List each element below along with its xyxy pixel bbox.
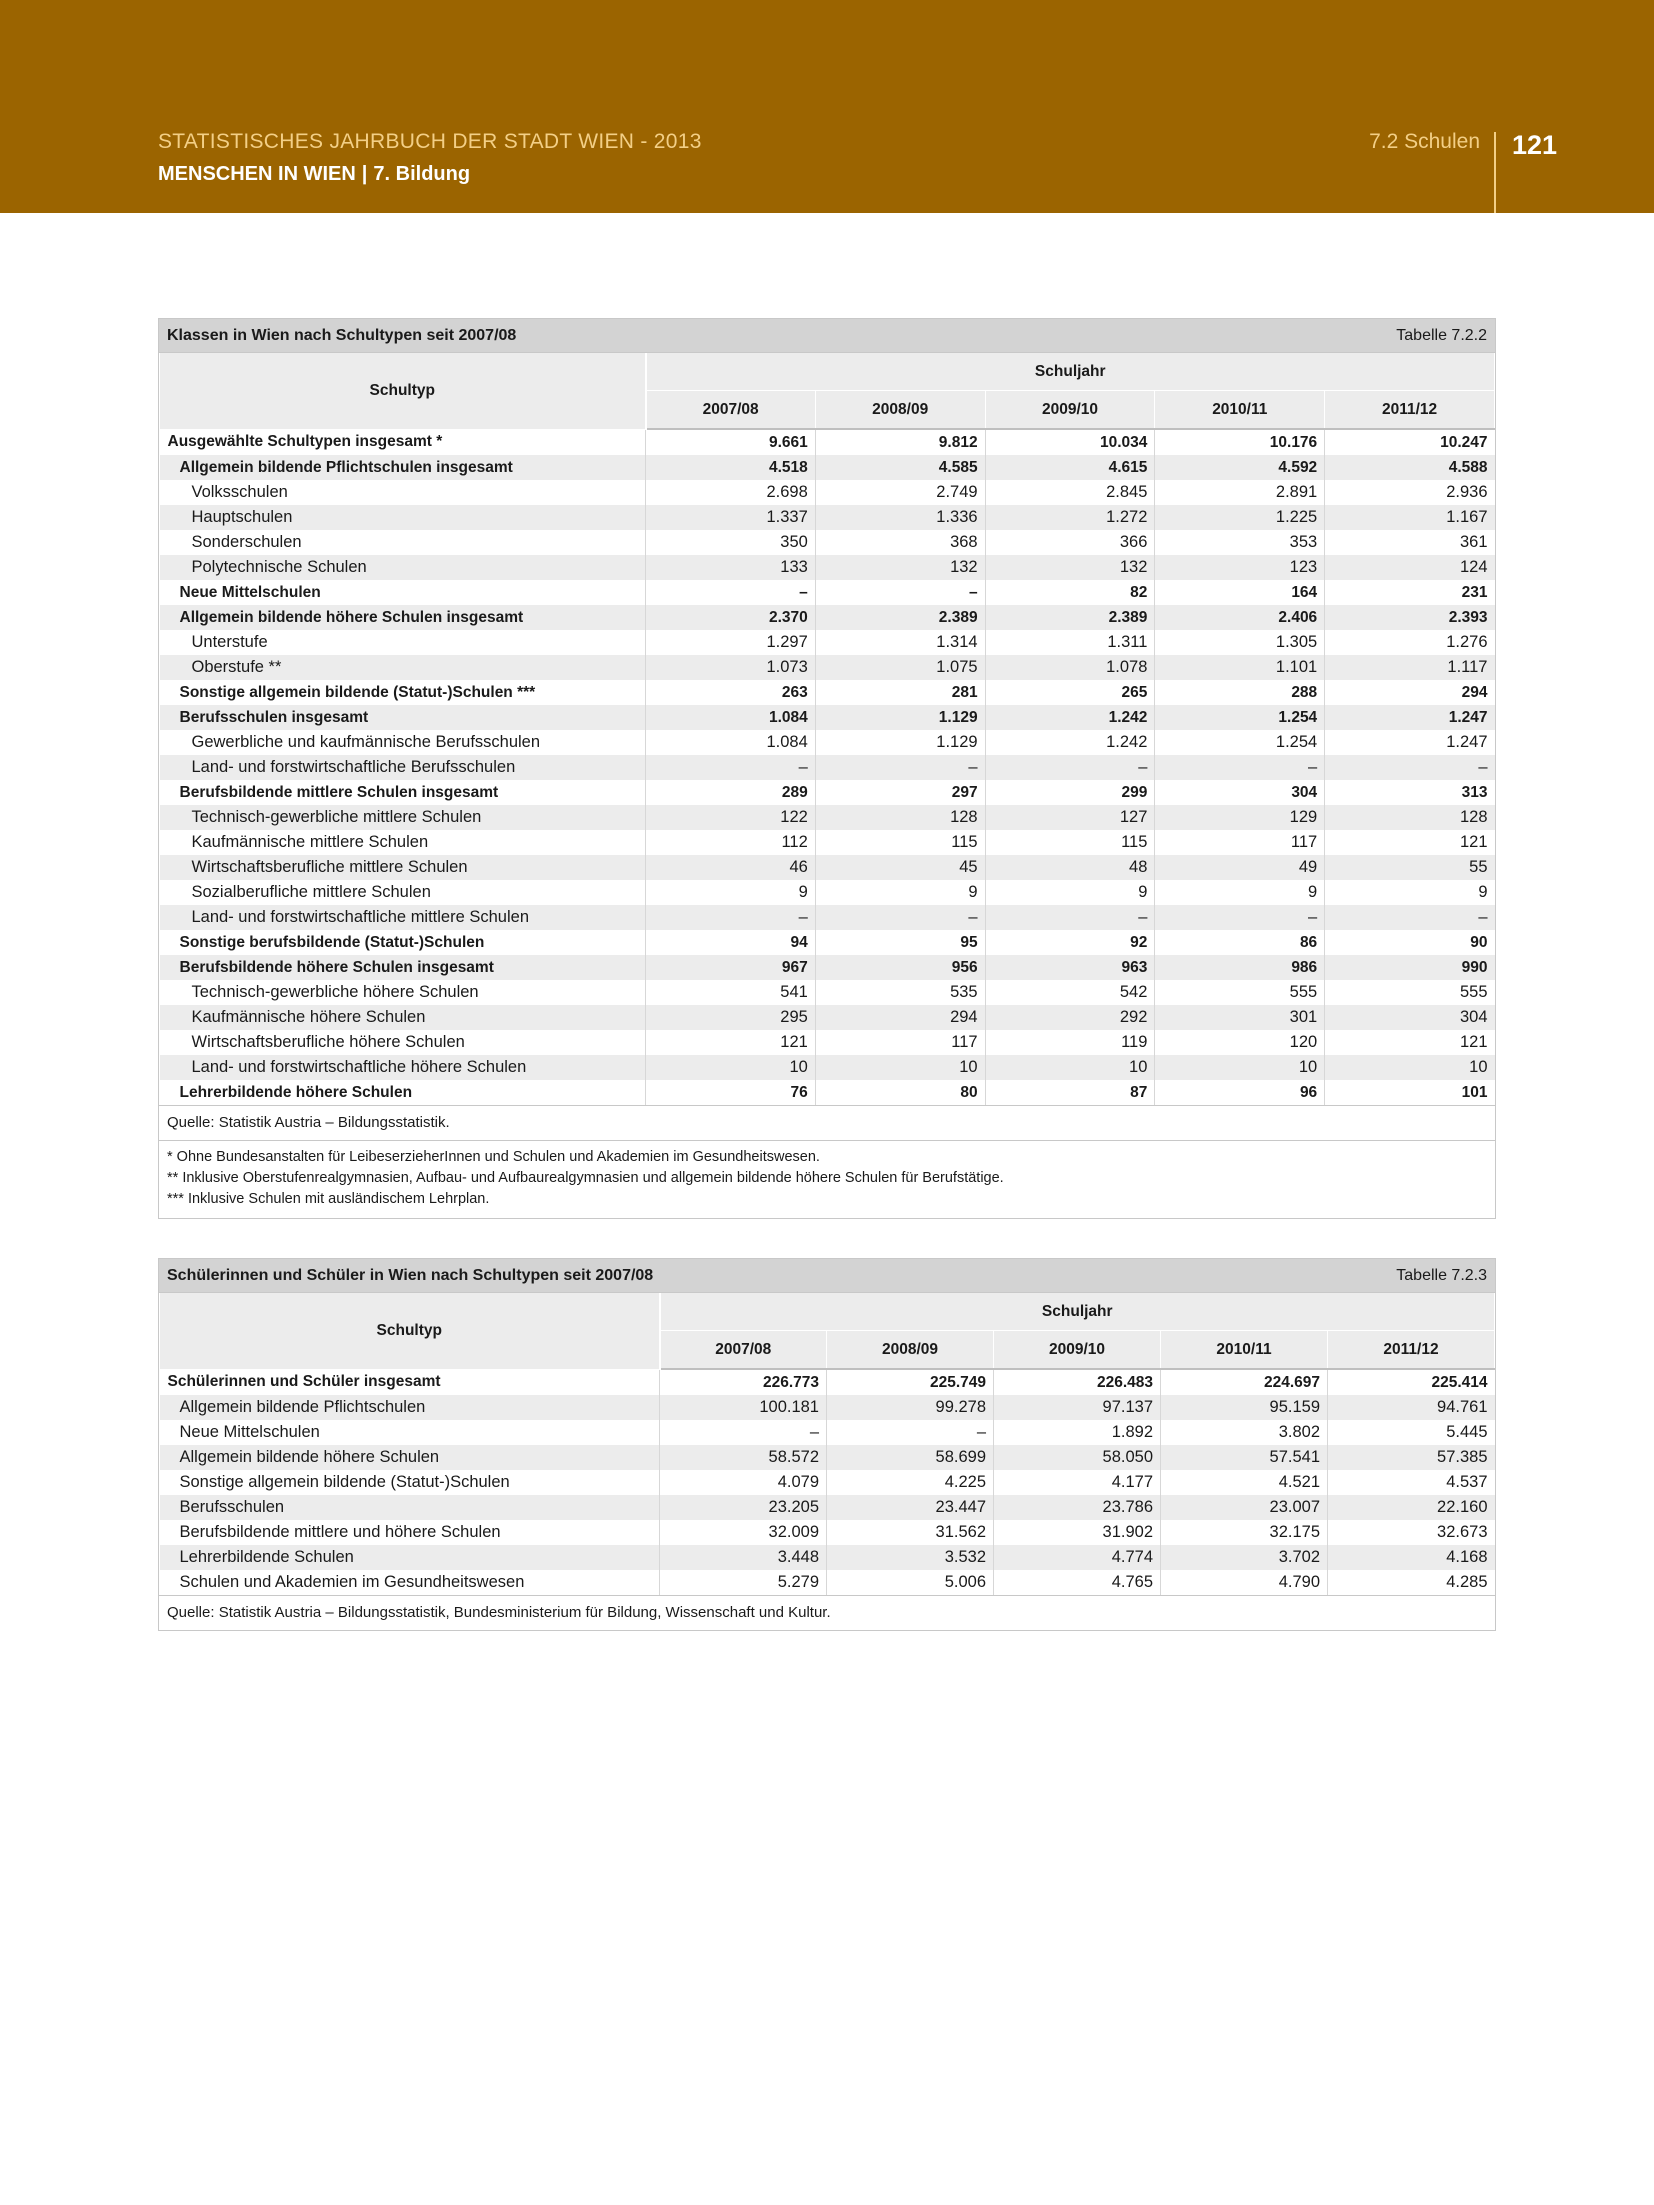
cell-value: 5.445 <box>1446 1423 1488 1441</box>
row-label: Technisch-gewerbliche mittlere Schulen <box>160 805 646 830</box>
cell-value: 294 <box>1461 683 1488 701</box>
cell-value: 58.572 <box>660 1445 827 1470</box>
table-row <box>160 680 1495 705</box>
column-header-year: 2009/10 <box>994 1331 1161 1370</box>
table-row <box>160 455 1495 480</box>
cell-value: 2.845 <box>985 480 1155 505</box>
cell-value: 1.336 <box>815 505 985 530</box>
row-label: Wirtschaftsberufliche höhere Schulen <box>160 1030 646 1055</box>
cell-value: 1.247 <box>1446 733 1488 751</box>
table-row <box>160 780 1495 805</box>
cell-value: 87 <box>985 1080 1155 1105</box>
cell-value: 226.773 <box>660 1369 827 1395</box>
cell-value: 31.562 <box>827 1520 994 1545</box>
cell-value: 986 <box>1155 955 1325 980</box>
cell-value: 95 <box>815 930 985 955</box>
cell-value: – <box>1325 905 1495 930</box>
cell-value: 76 <box>646 1080 816 1105</box>
cell-value: 1.073 <box>646 655 816 680</box>
cell-value: 23.007 <box>1161 1495 1328 1520</box>
row-label: Allgemein bildende höhere Schulen insgesamt <box>160 605 646 630</box>
table-row <box>160 855 1495 880</box>
cell-value: 2.393 <box>1325 605 1495 630</box>
cell-value: 2.749 <box>815 480 985 505</box>
cell-value: 23.447 <box>827 1495 994 1520</box>
footnote: *** Inklusive Schulen mit ausländischem Lehrplan. <box>167 1191 490 1207</box>
cell-value: 1.311 <box>985 630 1155 655</box>
cell-value: – <box>827 1420 994 1445</box>
cell-value: 1.276 <box>1446 633 1488 651</box>
cell-value: 57.385 <box>1328 1445 1495 1470</box>
table-row <box>160 505 1495 530</box>
cell-value: 225.749 <box>827 1369 994 1395</box>
column-header-year: 2010/11 <box>1155 391 1325 430</box>
table-title-bar <box>158 318 1496 353</box>
cell-value: 115 <box>815 830 985 855</box>
table-row <box>160 755 1495 780</box>
cell-value: 1.272 <box>985 505 1155 530</box>
table-row <box>160 730 1495 755</box>
cell-value: 9.661 <box>646 429 816 455</box>
column-header-year: 2011/12 <box>1325 391 1495 430</box>
cell-value: 1.247 <box>1325 705 1495 730</box>
column-group-schuljahr: Schuljahr <box>660 1293 1495 1331</box>
cell-value: 225.414 <box>1431 1373 1488 1391</box>
cell-value: 304 <box>1155 780 1325 805</box>
cell-value: 1.075 <box>815 655 985 680</box>
cell-value: 129 <box>1155 805 1325 830</box>
row-label: Schülerinnen und Schüler insgesamt <box>160 1369 660 1395</box>
cell-value: 1.337 <box>646 505 816 530</box>
table-row <box>160 1520 1495 1545</box>
cell-value: 10 <box>985 1055 1155 1080</box>
cell-value: 97.137 <box>994 1395 1161 1420</box>
cell-value: 1.117 <box>1325 655 1495 680</box>
cell-value: 120 <box>1155 1030 1325 1055</box>
row-label: Berufsbildende höhere Schulen insgesamt <box>160 955 646 980</box>
cell-value: 366 <box>985 530 1155 555</box>
cell-value: 265 <box>985 680 1155 705</box>
cell-value: 121 <box>1459 1033 1488 1051</box>
cell-value: 117 <box>1155 830 1325 855</box>
cell-value: 4.168 <box>1328 1545 1495 1570</box>
table-row <box>160 480 1495 505</box>
table-row <box>160 880 1495 905</box>
cell-value: 368 <box>815 530 985 555</box>
table-row <box>160 830 1495 855</box>
table-7-2-3 <box>158 1258 1496 1631</box>
cell-value: 555 <box>1155 980 1325 1005</box>
row-label: Berufsschulen insgesamt <box>160 705 646 730</box>
column-group-schuljahr: Schuljahr <box>646 353 1495 391</box>
table-body <box>160 1369 1495 1595</box>
table-row <box>160 805 1495 830</box>
row-label: Sonderschulen <box>160 530 646 555</box>
cell-value: 119 <box>985 1030 1155 1055</box>
table-7-2-2 <box>158 318 1496 1219</box>
cell-value: 94 <box>646 930 816 955</box>
row-label: Sonstige allgemein bildende (Statut-)Schulen *** <box>160 680 646 705</box>
cell-value: 122 <box>646 805 816 830</box>
cell-value: 1.225 <box>1155 505 1325 530</box>
cell-value: 31.902 <box>994 1520 1161 1545</box>
cell-value: 967 <box>646 955 816 980</box>
table-title: Klassen in Wien nach Schultypen seit 2007/08 <box>167 326 517 344</box>
cell-value: 3.448 <box>660 1545 827 1570</box>
cell-value: 94.761 <box>1328 1395 1495 1420</box>
row-label: Neue Mittelschulen <box>160 1420 660 1445</box>
data-table <box>159 353 1495 1105</box>
chapter-breadcrumb <box>158 163 470 186</box>
cell-value: 3.532 <box>827 1545 994 1570</box>
cell-value: 4.521 <box>1161 1470 1328 1495</box>
cell-value: 963 <box>985 955 1155 980</box>
cell-value: 10 <box>1325 1055 1495 1080</box>
cell-value: 2.936 <box>1446 483 1488 501</box>
row-label: Polytechnische Schulen <box>160 555 646 580</box>
cell-value: 23.205 <box>660 1495 827 1520</box>
cell-value: 10 <box>815 1055 985 1080</box>
section-title: 7.2 Schulen <box>1369 130 1480 153</box>
cell-value: 990 <box>1325 955 1495 980</box>
cell-value: 353 <box>1155 530 1325 555</box>
cell-value: 101 <box>1461 1083 1488 1101</box>
row-label: Kaufmännische mittlere Schulen <box>160 830 646 855</box>
cell-value: 297 <box>815 780 985 805</box>
cell-value: 4.592 <box>1155 455 1325 480</box>
row-label: Technisch-gewerbliche höhere Schulen <box>160 980 646 1005</box>
row-label: Neue Mittelschulen <box>160 580 646 605</box>
cell-value: – <box>646 755 816 780</box>
row-label: Volksschulen <box>160 480 646 505</box>
cell-value: 86 <box>1155 930 1325 955</box>
data-table <box>159 1293 1495 1595</box>
column-header-schultyp: Schultyp <box>160 1293 660 1369</box>
cell-value: 263 <box>646 680 816 705</box>
row-label: Allgemein bildende Pflichtschulen <box>160 1395 660 1420</box>
cell-value: 1.078 <box>985 655 1155 680</box>
breadcrumb-separator: | <box>361 163 368 185</box>
cell-value: 555 <box>1459 983 1488 1001</box>
table-row <box>160 955 1495 980</box>
cell-value: 295 <box>646 1005 816 1030</box>
cell-value: 133 <box>646 555 816 580</box>
cell-value: 1.892 <box>994 1420 1161 1445</box>
cell-value: 9.812 <box>815 429 985 455</box>
row-label: Oberstufe ** <box>160 655 646 680</box>
cell-value: 10.034 <box>985 429 1155 455</box>
row-label: Land- und forstwirtschaftliche Berufsschulen <box>160 755 646 780</box>
publication-title: STATISTISCHES JAHRBUCH DER STADT WIEN - 2013 <box>158 130 702 153</box>
cell-value: – <box>985 755 1155 780</box>
table-id: Tabelle 7.2.3 <box>1396 1266 1487 1284</box>
table-row <box>160 630 1495 655</box>
row-label: Allgemein bildende höhere Schulen <box>160 1445 660 1470</box>
cell-value: 1.101 <box>1155 655 1325 680</box>
cell-value: 1.297 <box>646 630 816 655</box>
cell-value: 5.006 <box>827 1570 994 1595</box>
row-label: Berufsbildende mittlere Schulen insgesamt <box>160 780 646 805</box>
row-label: Gewerbliche und kaufmännische Berufsschulen <box>160 730 646 755</box>
column-header-year: 2010/11 <box>1161 1331 1328 1370</box>
cell-value: – <box>646 580 816 605</box>
table-row <box>160 1545 1495 1570</box>
table-frame <box>158 1293 1496 1595</box>
cell-value: 92 <box>985 930 1155 955</box>
cell-value: 80 <box>815 1080 985 1105</box>
table-footnotes <box>158 1141 1496 1219</box>
table-row <box>160 580 1495 605</box>
cell-value: 22.160 <box>1328 1495 1495 1520</box>
cell-value: 3.802 <box>1161 1420 1328 1445</box>
cell-value: 10 <box>646 1055 816 1080</box>
cell-value: – <box>1325 755 1495 780</box>
row-label: Lehrerbildende Schulen <box>160 1545 660 1570</box>
table-row <box>160 555 1495 580</box>
cell-value: 9 <box>1478 883 1488 901</box>
cell-value: 57.541 <box>1161 1445 1328 1470</box>
cell-value: 164 <box>1155 580 1325 605</box>
cell-value: 132 <box>985 555 1155 580</box>
row-label: Kaufmännische höhere Schulen <box>160 1005 646 1030</box>
cell-value: 99.278 <box>827 1395 994 1420</box>
cell-value: 9 <box>1155 880 1325 905</box>
subchapter-title: 7. Bildung <box>373 163 471 185</box>
table-row <box>160 705 1495 730</box>
row-label: Berufsbildende mittlere und höhere Schulen <box>160 1520 660 1545</box>
table-row <box>160 530 1495 555</box>
table-row <box>160 1570 1495 1595</box>
cell-value: 48 <box>985 855 1155 880</box>
cell-value: 4.765 <box>994 1570 1161 1595</box>
cell-value: 95.159 <box>1161 1395 1328 1420</box>
cell-value: 4.790 <box>1161 1570 1328 1595</box>
table-row <box>160 1495 1495 1520</box>
cell-value: 58.050 <box>994 1445 1161 1470</box>
table-row <box>160 1395 1495 1420</box>
cell-value: 4.518 <box>646 455 816 480</box>
cell-value: 1.129 <box>815 705 985 730</box>
cell-value: 10 <box>1155 1055 1325 1080</box>
cell-value: 1.254 <box>1155 730 1325 755</box>
cell-value: 313 <box>1461 783 1488 801</box>
cell-value: – <box>815 580 985 605</box>
row-label: Hauptschulen <box>160 505 646 530</box>
cell-value: 115 <box>985 830 1155 855</box>
column-header-year: 2011/12 <box>1328 1331 1495 1370</box>
row-label: Sonstige berufsbildende (Statut-)Schulen <box>160 930 646 955</box>
table-row <box>160 930 1495 955</box>
cell-value: 224.697 <box>1161 1369 1328 1395</box>
column-header-year: 2007/08 <box>660 1331 827 1370</box>
cell-value: 96 <box>1155 1080 1325 1105</box>
cell-value: 4.588 <box>1325 455 1495 480</box>
row-label: Wirtschaftsberufliche mittlere Schulen <box>160 855 646 880</box>
column-header-year: 2007/08 <box>646 391 816 430</box>
cell-value: 288 <box>1155 680 1325 705</box>
cell-value: 117 <box>815 1030 985 1055</box>
cell-value: 10.247 <box>1440 433 1488 451</box>
cell-value: – <box>646 905 816 930</box>
cell-value: 45 <box>815 855 985 880</box>
cell-value: 123 <box>1155 555 1325 580</box>
column-header-year: 2009/10 <box>985 391 1155 430</box>
cell-value: 90 <box>1470 933 1488 951</box>
footnote: * Ohne Bundesanstalten für LeibeserzieherInnen und Schulen und Akademien im Gesundheitswesen. <box>167 1149 820 1165</box>
cell-value: 5.279 <box>660 1570 827 1595</box>
cell-value: 4.774 <box>994 1545 1161 1570</box>
cell-value: 2.389 <box>815 605 985 630</box>
cell-value: 1.084 <box>646 705 816 730</box>
cell-value: 124 <box>1325 555 1495 580</box>
cell-value: 361 <box>1459 533 1488 551</box>
cell-value: 226.483 <box>994 1369 1161 1395</box>
table-row <box>160 1369 1495 1395</box>
row-label: Land- und forstwirtschaftliche mittlere Schulen <box>160 905 646 930</box>
table-row <box>160 429 1495 455</box>
cell-value: 46 <box>646 855 816 880</box>
cell-value: 1.305 <box>1155 630 1325 655</box>
table-row <box>160 1080 1495 1105</box>
table-title: Schülerinnen und Schüler in Wien nach Schultypen seit 2007/08 <box>167 1266 654 1284</box>
row-label: Sozialberufliche mittlere Schulen <box>160 880 646 905</box>
cell-value: 956 <box>815 955 985 980</box>
cell-value: 2.406 <box>1155 605 1325 630</box>
table-row <box>160 1445 1495 1470</box>
cell-value: 121 <box>646 1030 816 1055</box>
cell-value: 2.389 <box>985 605 1155 630</box>
column-header-year: 2008/09 <box>815 391 985 430</box>
cell-value: 132 <box>815 555 985 580</box>
cell-value: 299 <box>985 780 1155 805</box>
table-source: Quelle: Statistik Austria – Bildungsstatistik, Bundesministerium für Bildung, Wissenschaft und Kultur. <box>158 1595 1496 1631</box>
cell-value: 542 <box>985 980 1155 1005</box>
cell-value: 1.129 <box>815 730 985 755</box>
page-header <box>0 0 1654 213</box>
cell-value: 4.537 <box>1446 1473 1488 1491</box>
column-header-schultyp: Schultyp <box>160 353 646 429</box>
table-title-bar <box>158 1258 1496 1293</box>
cell-value: 294 <box>815 1005 985 1030</box>
chapter-title: MENSCHEN IN WIEN <box>158 163 356 185</box>
cell-value: 9 <box>985 880 1155 905</box>
footnote: ** Inklusive Oberstufenrealgymnasien, Aufbau- und Aufbaurealgymnasien und allgemein bildende höhere Schulen für Berufstätige. <box>167 1170 1004 1186</box>
table-row <box>160 1470 1495 1495</box>
cell-value: 4.225 <box>827 1470 994 1495</box>
cell-value: 1.084 <box>646 730 816 755</box>
table-row <box>160 605 1495 630</box>
cell-value: 4.615 <box>985 455 1155 480</box>
table-row <box>160 980 1495 1005</box>
cell-value: 32.175 <box>1161 1520 1328 1545</box>
column-header-year: 2008/09 <box>827 1331 994 1370</box>
cell-value: 9 <box>815 880 985 905</box>
table-row <box>160 1420 1495 1445</box>
cell-value: 9 <box>646 880 816 905</box>
cell-value: 128 <box>815 805 985 830</box>
cell-value: 304 <box>1325 1005 1495 1030</box>
cell-value: – <box>815 905 985 930</box>
cell-value: 49 <box>1155 855 1325 880</box>
cell-value: – <box>1155 755 1325 780</box>
cell-value: 32.673 <box>1437 1523 1488 1541</box>
table-source: Quelle: Statistik Austria – Bildungsstatistik. <box>158 1105 1496 1141</box>
cell-value: 292 <box>985 1005 1155 1030</box>
cell-value: – <box>815 755 985 780</box>
table-row <box>160 905 1495 930</box>
table-frame <box>158 353 1496 1105</box>
cell-value: 58.699 <box>827 1445 994 1470</box>
cell-value: 128 <box>1325 805 1495 830</box>
cell-value: 4.079 <box>660 1470 827 1495</box>
cell-value: 10.176 <box>1155 429 1325 455</box>
row-label: Land- und forstwirtschaftliche höhere Schulen <box>160 1055 646 1080</box>
page-number: 121 <box>1512 130 1558 160</box>
cell-value: 1.314 <box>815 630 985 655</box>
row-label: Sonstige allgemein bildende (Statut-)Schulen <box>160 1470 660 1495</box>
row-label: Allgemein bildende Pflichtschulen insgesamt <box>160 455 646 480</box>
row-label: Ausgewählte Schultypen insgesamt * <box>160 429 646 455</box>
cell-value: 4.285 <box>1446 1573 1488 1591</box>
cell-value: 535 <box>815 980 985 1005</box>
cell-value: 541 <box>646 980 816 1005</box>
cell-value: 1.254 <box>1155 705 1325 730</box>
cell-value: – <box>660 1420 827 1445</box>
table-row <box>160 1005 1495 1030</box>
cell-value: 23.786 <box>994 1495 1161 1520</box>
cell-value: 301 <box>1155 1005 1325 1030</box>
table-body <box>160 429 1495 1105</box>
row-label: Lehrerbildende höhere Schulen <box>160 1080 646 1105</box>
cell-value: 2.370 <box>646 605 816 630</box>
cell-value: 1.242 <box>985 705 1155 730</box>
cell-value: – <box>985 905 1155 930</box>
cell-value: 350 <box>646 530 816 555</box>
cell-value: 112 <box>646 830 816 855</box>
table-row <box>160 1055 1495 1080</box>
row-label: Berufsschulen <box>160 1495 660 1520</box>
cell-value: 3.702 <box>1161 1545 1328 1570</box>
cell-value: 32.009 <box>660 1520 827 1545</box>
table-row <box>160 1030 1495 1055</box>
table-id: Tabelle 7.2.2 <box>1396 326 1487 344</box>
cell-value: 2.698 <box>646 480 816 505</box>
cell-value: 281 <box>815 680 985 705</box>
cell-value: 231 <box>1461 583 1488 601</box>
cell-value: 4.585 <box>815 455 985 480</box>
cell-value: 1.167 <box>1325 505 1495 530</box>
row-label: Schulen und Akademien im Gesundheitswesen <box>160 1570 660 1595</box>
cell-value: 4.177 <box>994 1470 1161 1495</box>
cell-value: – <box>1155 905 1325 930</box>
cell-value: 121 <box>1459 833 1488 851</box>
cell-value: 82 <box>985 580 1155 605</box>
cell-value: 289 <box>646 780 816 805</box>
cell-value: 55 <box>1325 855 1495 880</box>
cell-value: 1.242 <box>985 730 1155 755</box>
row-label: Unterstufe <box>160 630 646 655</box>
cell-value: 127 <box>985 805 1155 830</box>
table-row <box>160 655 1495 680</box>
header-divider <box>1494 132 1496 213</box>
cell-value: 100.181 <box>660 1395 827 1420</box>
cell-value: 2.891 <box>1155 480 1325 505</box>
